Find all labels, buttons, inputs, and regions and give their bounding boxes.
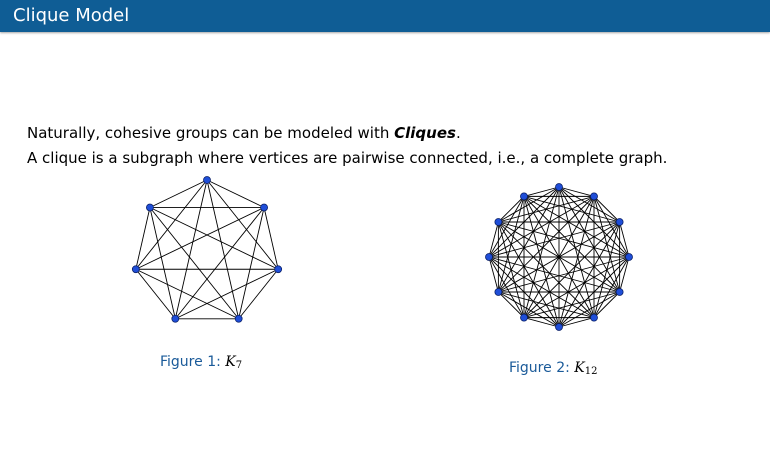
graph-edge <box>150 180 207 207</box>
complete-graph-k12 <box>482 180 637 335</box>
figure-2-label: Figure 2: <box>509 360 570 376</box>
graph-edge <box>489 257 594 318</box>
graph-edge <box>136 207 264 269</box>
slide-header <box>0 0 770 32</box>
graph-edge <box>175 180 207 319</box>
figure-1-math: $K_7$ <box>225 354 243 371</box>
graph-edge <box>207 180 264 207</box>
graph-edge <box>498 222 559 327</box>
graph-vertex <box>616 219 623 226</box>
graph-vertex <box>556 184 563 191</box>
graph-vertex <box>172 315 179 322</box>
graph-edge <box>175 269 278 319</box>
figure-2-caption <box>509 359 597 381</box>
graph-vertex <box>204 177 211 184</box>
graph-vertex <box>261 204 268 211</box>
graph-vertex <box>495 219 502 226</box>
graph-edge <box>175 207 264 318</box>
graph-edge <box>524 196 629 257</box>
complete-graph-k7 <box>127 172 287 327</box>
graph-vertex <box>591 193 598 200</box>
figure-1-label: Figure 1: <box>160 354 221 370</box>
graph-vertex <box>275 266 282 273</box>
body-line-1-text: Naturally, cohesive groups can be modeled with <box>27 124 395 142</box>
slide-title: Clique Model <box>13 5 130 26</box>
body-line-1-period: . <box>455 124 461 142</box>
graph-vertex <box>626 254 633 261</box>
graph-edge <box>136 269 239 319</box>
graph-vertex <box>146 204 153 211</box>
figure-1-caption <box>160 353 242 375</box>
graph-edge <box>207 180 278 269</box>
graph-vertex <box>132 266 139 273</box>
graph-vertex <box>591 314 598 321</box>
graph-vertex <box>235 315 242 322</box>
figure-2-math: $K_{12}$ <box>574 360 598 377</box>
graph-edge <box>150 207 239 318</box>
graph-vertex <box>556 324 563 331</box>
body-line-1 <box>27 123 461 143</box>
body-line-2: A clique is a subgraph where vertices are pairwise connected, i.e., a complete graph. <box>27 149 668 167</box>
graph-vertex <box>486 254 493 261</box>
cliques-emphasis: Cliques <box>394 124 456 142</box>
graph-vertex <box>521 314 528 321</box>
graph-edge <box>136 180 207 269</box>
graph-edge <box>150 207 278 269</box>
graph-edge <box>207 180 239 319</box>
graph-vertex <box>616 289 623 296</box>
graph-vertex <box>521 193 528 200</box>
graph-vertex <box>495 289 502 296</box>
